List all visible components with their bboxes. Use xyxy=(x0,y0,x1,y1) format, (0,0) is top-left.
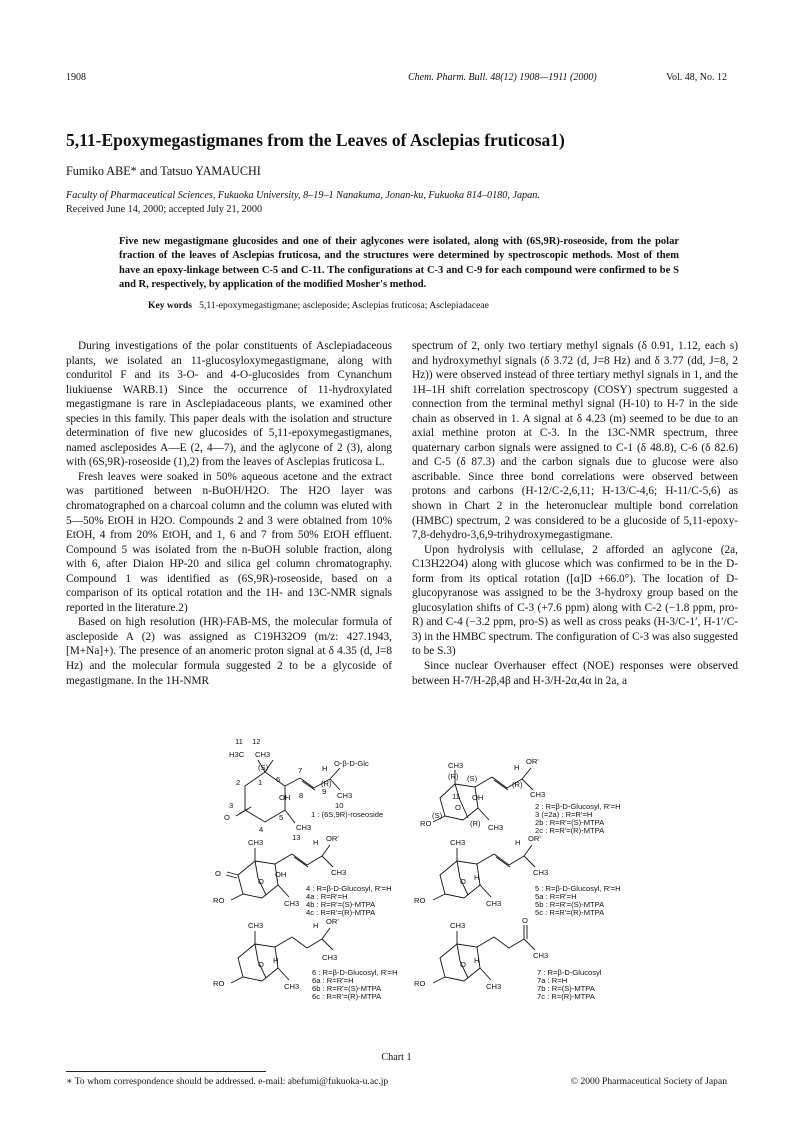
compound-label: 2c : R=R'=(R)-MTPA xyxy=(535,826,605,835)
atom-label: CH3 xyxy=(284,899,300,908)
atom-label: H xyxy=(514,763,520,772)
atom-label: 10 xyxy=(335,801,344,810)
compound-label: 2b : R=R'=(S)-MTPA xyxy=(535,818,605,827)
atom-label: CH3 xyxy=(533,951,549,960)
atom-label: O xyxy=(460,877,466,886)
atom-label: CH3 xyxy=(248,921,264,930)
article-title: 5,11-Epoxymegastigmanes from the Leaves of Asclepias fruticosa1) xyxy=(66,130,565,150)
compound-label: 6 : R=β-D-Glucosyl, R'=H xyxy=(312,968,398,977)
atom-label: OH xyxy=(275,870,287,879)
journal-citation: Chem. Pharm. Bull. 48(12) 1908—1911 (2000) xyxy=(408,72,597,83)
atom-label: H xyxy=(322,764,328,773)
atom-label: RO xyxy=(420,819,432,828)
paragraph: spectrum of 2, only two tertiary methyl signals (δ 0.91, 1.12, each s) and hydroxymethyl signals (δ 3.72 (d, J=8 Hz) and δ 3.77 (dd, J=8, 2 Hz)) were observed instead of three tertiary methyl signals in 1, and the 1H–1H shift correlation spectroscopy (COSY) spectrum suggested a connection from the terminal methyl signal (H-10) to H-7 in the side chain as observed in 1. A signal at δ 4.23 (m) seemed to be due to an axial methine proton at C-3. In the 13C-NMR spectrum, three quaternary carbon signals were assigned to C-1 (δ 48.8), C-6 (δ 82.6) and C-5 (δ 87.3) and the carbon signals due to glucose were also ascribable. Since three bond correlations were observed between protons and carbons (H-12/C-2,6,11; H-13/C-4,6; H-11/C-5,6) as shown in Chart 2 in the heteronuclear multiple bond correlation (HMBC) spectrum, 2 was considered to be a glucoside of 5,11-epoxy-7,8-dehydro-3,6,9-trihydroxymegastigmane. xyxy=(412,340,738,542)
atom-label: CH3 xyxy=(255,750,271,759)
paragraph: Fresh leaves were soaked in 50% aqueous acetone and the extract was partitioned between n-BuOH/H2O. The H2O layer was chromatographed on a charcoal column and the column was eluted with 5—50% EtOH in H2O. Compounds 2 and 3 were obtained from 10% EtOH, 4 from 20% EtOH, and 1, 6 and 7 from 50% EtOH effluent. Compound 5 was isolated from the n-BuOH soluble fraction, along with 6, after Diaion HP-20 and silica gel column chromatography. Compound 1 was identified as (6S,9R)-roseoside, based on a comparison of its optical rotation and the 1H- and 13C-NMR signals reported in the literature.2) xyxy=(66,470,392,614)
compound-label: 5b : R=R'=(S)-MTPA xyxy=(535,900,605,909)
atom-label: 7 xyxy=(298,766,303,775)
atom-label: 3 xyxy=(229,801,234,810)
authors: Fumiko ABE* and Tatsuo YAMAUCHI xyxy=(66,164,261,178)
atom-label: OH xyxy=(279,793,291,802)
compound-label: 3 (=2a) : R=R'=H xyxy=(535,810,593,819)
atom-label: OR' xyxy=(528,834,541,843)
atom-label: 9 xyxy=(322,787,327,796)
atom-label: RO xyxy=(414,979,426,988)
atom-label: 11 xyxy=(235,737,243,746)
atom-label: O xyxy=(215,869,221,878)
atom-label: RO xyxy=(213,979,225,988)
atom-label: (R) xyxy=(448,772,459,781)
atom-label: (R) xyxy=(321,779,332,788)
compound-label: 2 : R=β-D-Glucosyl, R'=H xyxy=(535,802,621,811)
atom-label: CH3 xyxy=(488,823,504,832)
compound-label: 7 : R=β-D-Glucosyl xyxy=(537,968,602,977)
atom-label: OR' xyxy=(526,757,539,766)
atom-label: O xyxy=(522,916,528,925)
atom-label: H xyxy=(313,838,319,847)
atom-label: CH3 xyxy=(337,791,353,800)
atom-label: 13 xyxy=(292,833,301,842)
compound-label: 6a : R=R'=H xyxy=(312,976,354,985)
atom-label: CH3 xyxy=(530,790,546,799)
compound-label: 7a : R=H xyxy=(537,976,568,985)
atom-label: O xyxy=(460,960,466,969)
atom-label: CH3 xyxy=(450,921,466,930)
paragraph: During investigations of the polar constituents of Asclepiadaceous plants, we isolated an 11-glucosyloxymegastigmane, along with conduritol F and its 3-O- and 4-O-glucosides from Cynanchum liukiuense WARB.1) Since the occurrence of 11-hydroxylated megastigmane is rare in Asclepiadaceous plants, we examined other species in this family. This paper deals with the isolation and structure determination of five new glucosides of 5,11-epoxymegastigmanes, named ascleposides A—E (2, 4—7), and the aglycone of 2 (3), along with (6S,9R)-roseoside (1),2) from the leaves of Asclepias fruticosa L. xyxy=(66,340,392,469)
atom-label: H xyxy=(474,956,480,965)
structure-7 xyxy=(433,925,535,983)
atom-label: OR' xyxy=(326,917,339,926)
compound-label: 4b : R=R'=(S)-MTPA xyxy=(306,900,376,909)
compound-label: 6c : R=R'=(R)-MTPA xyxy=(312,992,382,1001)
atom-label: O xyxy=(224,813,230,822)
atom-label: RO xyxy=(213,896,225,905)
compound-label: 4c : R=R'=(R)-MTPA xyxy=(306,908,376,917)
atom-label: 1 xyxy=(258,778,263,787)
paragraph: Since nuclear Overhauser effect (NOE) responses were observed between H-7/H-2β,4β and H-3/H-2α,4α in 2a, a xyxy=(412,660,738,687)
atom-label: (S) xyxy=(467,774,478,783)
atom-label: (S) xyxy=(258,763,269,772)
atom-label: H xyxy=(474,873,480,882)
compound-label: 1 : (6S,9R)-roseoside xyxy=(311,810,384,819)
atom-label: CH3 xyxy=(331,868,347,877)
atom-label: RO xyxy=(414,896,426,905)
compound-label: 6b : R=R'=(S)-MTPA xyxy=(312,984,382,993)
atom-label: 6 xyxy=(276,775,281,784)
compound-label: 7c : R=(R)-MTPA xyxy=(537,992,595,1001)
atom-label: 12 xyxy=(252,737,261,746)
volume-issue: Vol. 48, No. 12 xyxy=(666,72,727,83)
atom-label: CH3 xyxy=(296,823,312,832)
structure-5 xyxy=(433,845,535,900)
atom-label: CH3 xyxy=(486,899,502,908)
atom-label: 4 xyxy=(259,825,264,834)
keywords-text: 5,11-epoxymegastigmane; ascleposide; Asclepias fruticosa; Asclepiadaceae xyxy=(199,300,489,311)
atom-label: CH3 xyxy=(284,982,300,991)
paragraph: Upon hydrolysis with cellulase, 2 afforded an aglycone (2a, C13H22O4) along with glucose which was confirmed to be in the D-form from its optical rotation ([α]D +66.0°). The location of D-glucopyranose was assigned to be the 3-hydroxy group based on the glucosylation shifts of C-3 (+7.6 ppm) along with C-2 (−1.8 ppm, pro-R) and C-4 (−3.2 ppm, pro-S) as well as cross peaks (H-3/C-1′, H-1′/C-3) in the HMBC spectrum. The configuration of C-3 was also suggested to be S.3) xyxy=(412,543,738,658)
keywords-label: Key words xyxy=(148,300,192,311)
compound-label: 5a : R=R'=H xyxy=(535,892,577,901)
atom-label: (R) xyxy=(512,780,523,789)
atom-label: H xyxy=(515,838,521,847)
atom-label: CH3 xyxy=(448,761,464,770)
compound-label: 7b : R=(S)-MTPA xyxy=(537,984,595,993)
atom-label: CH3 xyxy=(450,838,466,847)
atom-label: 2 xyxy=(236,778,241,787)
compound-label: 4a : R=R'=H xyxy=(306,892,348,901)
abstract: Five new megastigmane glucosides and one of their aglycones were isolated, along with (6S,9R)-roseoside, from the polar fraction of the leaves of Asclepias fruticosa, and the structures were determined by spectroscopic methods. Most of them have an epoxy-linkage between C-5 and C-11. The configurations at C-3 and C-9 for each compound were confirmed to be S and R, respectively, by application of the modified Mosher's method. xyxy=(119,236,679,291)
copyright: © 2000 Pharmaceutical Society of Japan xyxy=(570,1076,727,1087)
atom-label: CH3 xyxy=(248,838,264,847)
atom-label: O xyxy=(455,803,461,812)
page-number: 1908 xyxy=(66,72,86,83)
compound-label: 5c : R=R'=(R)-MTPA xyxy=(535,908,605,917)
atom-label: CH3 xyxy=(486,982,502,991)
chart-caption: Chart 1 xyxy=(381,1052,412,1063)
atom-label: H xyxy=(273,956,279,965)
atom-label: 11 xyxy=(452,792,460,801)
atom-label: 5 xyxy=(279,813,284,822)
received-dates: Received June 14, 2000; accepted July 21, 2000 xyxy=(66,204,263,215)
atom-label: OR' xyxy=(326,834,339,843)
atom-label: OH xyxy=(472,793,484,802)
atom-label: H3C xyxy=(229,750,245,759)
atom-label: CH3 xyxy=(533,868,549,877)
atom-label: (S) xyxy=(432,811,443,820)
atom-label: H xyxy=(313,921,319,930)
paragraph: Based on high resolution (HR)-FAB-MS, the molecular formula of ascleposide A (2) was assigned as C19H32O9 (m/z: 427.1943, [M+Na]+). The presence of an anomeric proton signal at δ 4.35 (d, J=8 Hz) and the molecular formula suggested 2 to be a glycoside of megastigmane. In the 1H-NMR xyxy=(66,616,392,687)
atom-label: CH3 xyxy=(322,953,338,962)
correspondence-note: ∗ To whom correspondence should be addressed. e-mail: abefumi@fukuoka-u.ac.jp xyxy=(66,1076,389,1087)
atom-label: 8 xyxy=(299,791,304,800)
atom-label: O xyxy=(258,877,264,886)
compound-label: 5 : R=β-D-Glucosyl, R'=H xyxy=(535,884,621,893)
affiliation: Faculty of Pharmaceutical Sciences, Fukuoka University, 8–19–1 Nanakuma, Jonan-ku, Fukuoka 814–0180, Japan. xyxy=(66,190,540,201)
atom-label: O xyxy=(258,960,264,969)
compound-label: 4 : R=β-D-Glucosyl, R'=H xyxy=(306,884,392,893)
footnote-rule xyxy=(66,1071,266,1072)
atom-label: (R) xyxy=(470,819,481,828)
atom-label: O-β-D-Glc xyxy=(334,759,369,768)
